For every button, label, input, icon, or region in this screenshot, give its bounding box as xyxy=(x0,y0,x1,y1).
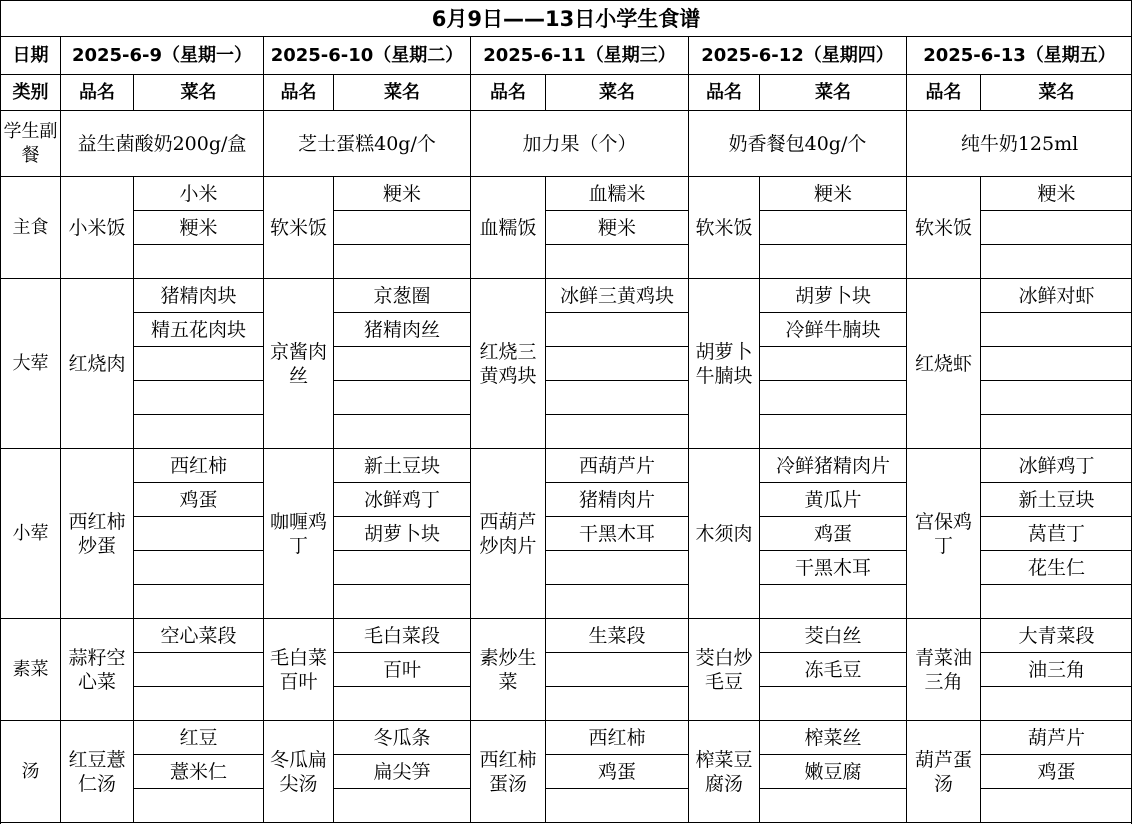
ingredient-cell: 西葫芦片 xyxy=(546,449,689,483)
ingredient-cell xyxy=(334,687,471,721)
snack-item: 加力果（个） xyxy=(471,111,689,177)
ingredient-cell xyxy=(981,415,1132,449)
day-header: 2025-6-11（星期三） xyxy=(471,37,689,75)
ingredient-cell xyxy=(981,687,1132,721)
dish-name: 胡萝卜牛腩块 xyxy=(689,279,760,449)
ingredient-cell xyxy=(546,245,689,279)
ingredient-cell xyxy=(981,211,1132,245)
ingredient-cell xyxy=(760,211,907,245)
ingredient-cell: 油三角 xyxy=(981,653,1132,687)
ingredient-cell xyxy=(981,585,1132,619)
ingredient-cell: 鸡蛋 xyxy=(981,755,1132,789)
dish-name: 茭白炒毛豆 xyxy=(689,619,760,721)
column-header-row xyxy=(1,75,1132,111)
ingredient-column-header: 菜名 xyxy=(334,75,471,111)
ingredient-cell xyxy=(334,211,471,245)
category-vegetable: 素菜 xyxy=(1,619,61,721)
day-header: 2025-6-10（星期二） xyxy=(264,37,471,75)
ingredient-cell: 干黑木耳 xyxy=(546,517,689,551)
ingredient-cell: 血糯米 xyxy=(546,177,689,211)
ingredient-cell: 粳米 xyxy=(334,177,471,211)
category-soup: 汤 xyxy=(1,721,61,823)
ingredient-cell: 百叶 xyxy=(334,653,471,687)
ingredient-column-header: 菜名 xyxy=(134,75,264,111)
ingredient-cell xyxy=(546,381,689,415)
snack-item: 芝士蛋糕40g/个 xyxy=(264,111,471,177)
day-header: 2025-6-12（星期四） xyxy=(689,37,907,75)
ingredient-cell xyxy=(760,687,907,721)
dish-name: 西红柿蛋汤 xyxy=(471,721,546,823)
dish-name: 木须肉 xyxy=(689,449,760,619)
dish-name: 红豆薏仁汤 xyxy=(61,721,134,823)
snack-row xyxy=(1,111,1132,177)
ingredient-column-header: 菜名 xyxy=(981,75,1132,111)
ingredient-cell: 粳米 xyxy=(546,211,689,245)
category-side-meat: 小荤 xyxy=(1,449,61,619)
ingredient-cell: 花生仁 xyxy=(981,551,1132,585)
ingredient-column-header: 菜名 xyxy=(546,75,689,111)
ingredient-cell xyxy=(334,245,471,279)
dish-name: 红烧虾 xyxy=(907,279,981,449)
dish-name: 红烧三黄鸡块 xyxy=(471,279,546,449)
ingredient-cell xyxy=(134,789,264,823)
ingredient-cell: 京葱圈 xyxy=(334,279,471,313)
dish-column-header: 品名 xyxy=(471,75,546,111)
ingredient-cell: 新土豆块 xyxy=(981,483,1132,517)
ingredient-cell: 西红柿 xyxy=(134,449,264,483)
ingredient-cell xyxy=(760,789,907,823)
category-label: 类别 xyxy=(1,75,61,111)
side-meat-row xyxy=(1,449,1132,483)
dish-name: 软米饭 xyxy=(689,177,760,279)
vegetable-row xyxy=(1,619,1132,653)
ingredient-cell xyxy=(134,687,264,721)
soup-row xyxy=(1,721,1132,755)
date-label: 日期 xyxy=(1,37,61,75)
ingredient-cell xyxy=(134,415,264,449)
page-title: 6月9日——13日小学生食谱 xyxy=(431,7,701,31)
ingredient-cell: 猪精肉丝 xyxy=(334,313,471,347)
day-header: 2025-6-13（星期五） xyxy=(907,37,1132,75)
ingredient-cell xyxy=(981,313,1132,347)
dish-name: 红烧肉 xyxy=(61,279,134,449)
dish-name: 榨菜豆腐汤 xyxy=(689,721,760,823)
ingredient-cell xyxy=(546,789,689,823)
dish-name: 青菜油三角 xyxy=(907,619,981,721)
dish-name: 小米饭 xyxy=(61,177,134,279)
ingredient-cell: 冰鲜鸡丁 xyxy=(334,483,471,517)
dish-name: 咖喱鸡丁 xyxy=(264,449,334,619)
dish-name: 西红柿炒蛋 xyxy=(61,449,134,619)
dish-name: 毛白菜百叶 xyxy=(264,619,334,721)
dish-column-header: 品名 xyxy=(907,75,981,111)
ingredient-cell xyxy=(334,585,471,619)
category-staple: 主食 xyxy=(1,177,61,279)
ingredient-cell: 大青菜段 xyxy=(981,619,1132,653)
ingredient-cell: 茭白丝 xyxy=(760,619,907,653)
ingredient-cell xyxy=(760,347,907,381)
dish-column-header: 品名 xyxy=(61,75,134,111)
dish-name: 软米饭 xyxy=(907,177,981,279)
ingredient-cell: 粳米 xyxy=(760,177,907,211)
ingredient-cell: 冷鲜猪精肉片 xyxy=(760,449,907,483)
ingredient-cell: 冷鲜牛腩块 xyxy=(760,313,907,347)
ingredient-cell: 新土豆块 xyxy=(334,449,471,483)
dish-name: 冬瓜扁尖汤 xyxy=(264,721,334,823)
ingredient-cell xyxy=(134,551,264,585)
ingredient-cell xyxy=(134,585,264,619)
date-header-row xyxy=(1,37,1132,75)
day-header: 2025-6-9（星期一） xyxy=(61,37,264,75)
ingredient-cell xyxy=(546,687,689,721)
ingredient-cell xyxy=(981,245,1132,279)
dish-name: 京酱肉丝 xyxy=(264,279,334,449)
ingredient-cell: 空心菜段 xyxy=(134,619,264,653)
ingredient-cell: 冬瓜条 xyxy=(334,721,471,755)
ingredient-cell xyxy=(760,245,907,279)
ingredient-cell: 榨菜丝 xyxy=(760,721,907,755)
ingredient-cell: 冰鲜鸡丁 xyxy=(981,449,1132,483)
ingredient-cell: 莴苣丁 xyxy=(981,517,1132,551)
ingredient-cell xyxy=(134,347,264,381)
ingredient-cell: 扁尖笋 xyxy=(334,755,471,789)
category-snack: 学生副餐 xyxy=(1,111,61,177)
ingredient-cell: 西红柿 xyxy=(546,721,689,755)
ingredient-cell: 粳米 xyxy=(134,211,264,245)
ingredient-cell xyxy=(546,551,689,585)
ingredient-cell: 鸡蛋 xyxy=(760,517,907,551)
ingredient-cell xyxy=(334,415,471,449)
ingredient-cell: 胡萝卜块 xyxy=(334,517,471,551)
ingredient-cell xyxy=(334,789,471,823)
ingredient-cell xyxy=(981,789,1132,823)
ingredient-cell: 毛白菜段 xyxy=(334,619,471,653)
ingredient-cell: 胡萝卜块 xyxy=(760,279,907,313)
snack-item: 奶香餐包40g/个 xyxy=(689,111,907,177)
ingredient-cell xyxy=(546,653,689,687)
dish-name: 蒜籽空心菜 xyxy=(61,619,134,721)
menu-table xyxy=(0,36,1132,823)
ingredient-cell: 干黑木耳 xyxy=(760,551,907,585)
ingredient-cell xyxy=(546,585,689,619)
dish-name: 西葫芦炒肉片 xyxy=(471,449,546,619)
ingredient-cell: 葫芦片 xyxy=(981,721,1132,755)
ingredient-cell: 红豆 xyxy=(134,721,264,755)
ingredient-cell xyxy=(134,381,264,415)
ingredient-cell xyxy=(546,347,689,381)
ingredient-cell xyxy=(546,415,689,449)
ingredient-cell xyxy=(134,517,264,551)
ingredient-cell xyxy=(134,653,264,687)
dish-column-header: 品名 xyxy=(689,75,760,111)
ingredient-cell xyxy=(334,347,471,381)
ingredient-cell xyxy=(760,585,907,619)
category-main-meat: 大荤 xyxy=(1,279,61,449)
dish-name: 软米饭 xyxy=(264,177,334,279)
snack-item: 益生菌酸奶200g/盒 xyxy=(61,111,264,177)
ingredient-cell xyxy=(334,381,471,415)
ingredient-cell: 猪精肉块 xyxy=(134,279,264,313)
ingredient-cell: 冰鲜对虾 xyxy=(981,279,1132,313)
ingredient-cell: 鸡蛋 xyxy=(134,483,264,517)
dish-name: 素炒生菜 xyxy=(471,619,546,721)
ingredient-cell xyxy=(334,551,471,585)
ingredient-cell: 黄瓜片 xyxy=(760,483,907,517)
ingredient-cell xyxy=(134,245,264,279)
ingredient-column-header: 菜名 xyxy=(760,75,907,111)
ingredient-cell: 生菜段 xyxy=(546,619,689,653)
ingredient-cell xyxy=(760,381,907,415)
ingredient-cell xyxy=(981,347,1132,381)
ingredient-cell: 薏米仁 xyxy=(134,755,264,789)
ingredient-cell xyxy=(546,313,689,347)
ingredient-cell: 冰鲜三黄鸡块 xyxy=(546,279,689,313)
ingredient-cell: 精五花肉块 xyxy=(134,313,264,347)
ingredient-cell xyxy=(981,381,1132,415)
ingredient-cell xyxy=(760,415,907,449)
ingredient-cell: 猪精肉片 xyxy=(546,483,689,517)
dish-name: 葫芦蛋汤 xyxy=(907,721,981,823)
dish-name: 血糯饭 xyxy=(471,177,546,279)
staple-row xyxy=(1,177,1132,211)
ingredient-cell: 嫩豆腐 xyxy=(760,755,907,789)
ingredient-cell: 冻毛豆 xyxy=(760,653,907,687)
ingredient-cell: 鸡蛋 xyxy=(546,755,689,789)
snack-item: 纯牛奶125ml xyxy=(907,111,1132,177)
ingredient-cell: 粳米 xyxy=(981,177,1132,211)
dish-column-header: 品名 xyxy=(264,75,334,111)
ingredient-cell: 小米 xyxy=(134,177,264,211)
dish-name: 宫保鸡丁 xyxy=(907,449,981,619)
main-meat-row xyxy=(1,279,1132,313)
